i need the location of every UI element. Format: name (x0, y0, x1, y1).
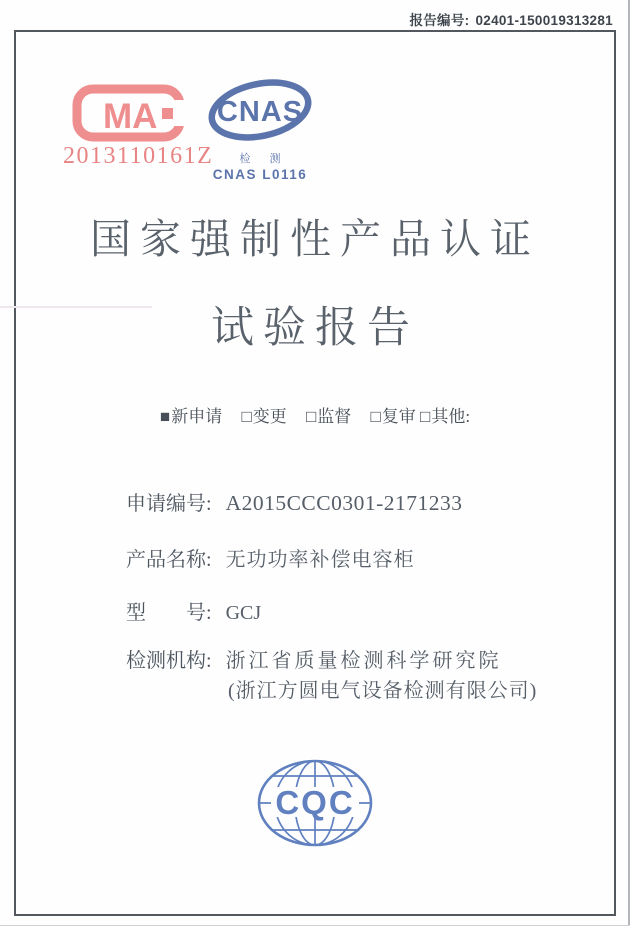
document-title-line2: 试验报告 (211, 305, 419, 352)
checkbox-other (420, 402, 470, 427)
checkbox-label: 其他: (431, 407, 471, 426)
checkbox-supervision (306, 402, 351, 427)
cma-logo-icon (72, 84, 190, 142)
checkbox-label: 复审 (381, 407, 416, 426)
cnas-logo-icon (206, 77, 314, 143)
checkbox-empty-icon: □ (420, 407, 431, 426)
field-value: GCJ (225, 602, 262, 624)
scan-artifact-line (0, 306, 152, 308)
checkbox-empty-icon: □ (305, 407, 317, 426)
field-label: 申请编号: (126, 493, 212, 515)
cma-license-number: 2013110161Z (63, 143, 214, 169)
cnas-accreditation-code: CNAS L0116 (212, 167, 308, 182)
report-number (409, 9, 613, 29)
cqc-logo-icon (254, 756, 376, 850)
checkbox-empty-icon: □ (241, 407, 252, 426)
checkbox-empty-icon: □ (370, 407, 381, 426)
field-value: A2015CCC0301-2171233 (225, 491, 463, 515)
field-test-agency (126, 644, 502, 673)
checkbox-new-application (160, 402, 222, 427)
cma-letters: MA (103, 97, 158, 136)
checkbox-label: 变更 (252, 407, 287, 426)
cqc-letters: CQC (275, 784, 355, 821)
document-title-line1: 国家强制性产品认证 (90, 216, 540, 262)
checkbox-filled-icon: ■ (159, 407, 171, 426)
application-type-row (0, 402, 630, 427)
checkbox-review (371, 402, 416, 427)
field-label: 检测机构: (126, 650, 212, 672)
field-model (126, 596, 261, 625)
field-product-name (126, 543, 415, 572)
field-value: 浙江省质量检测科学研究院 (225, 650, 502, 672)
checkbox-change (241, 402, 286, 427)
field-test-agency-line2: (浙江方圆电气设备检测有限公司) (228, 680, 538, 702)
field-value: 无功功率补偿电容柜 (225, 549, 415, 571)
report-number-label: 报告编号: (409, 13, 470, 28)
field-label: 产品名称: (126, 549, 212, 571)
field-application-number (126, 487, 463, 516)
field-label: 型 号: (126, 602, 212, 624)
cnas-caption-cn: 检 测 (239, 153, 289, 165)
cnas-letters: CNAS (216, 96, 304, 128)
checkbox-label: 监督 (317, 407, 352, 426)
cnas-logo-block (204, 77, 316, 182)
report-number-value: 02401-150019313281 (475, 13, 613, 28)
checkbox-label: 新申请 (171, 407, 223, 426)
